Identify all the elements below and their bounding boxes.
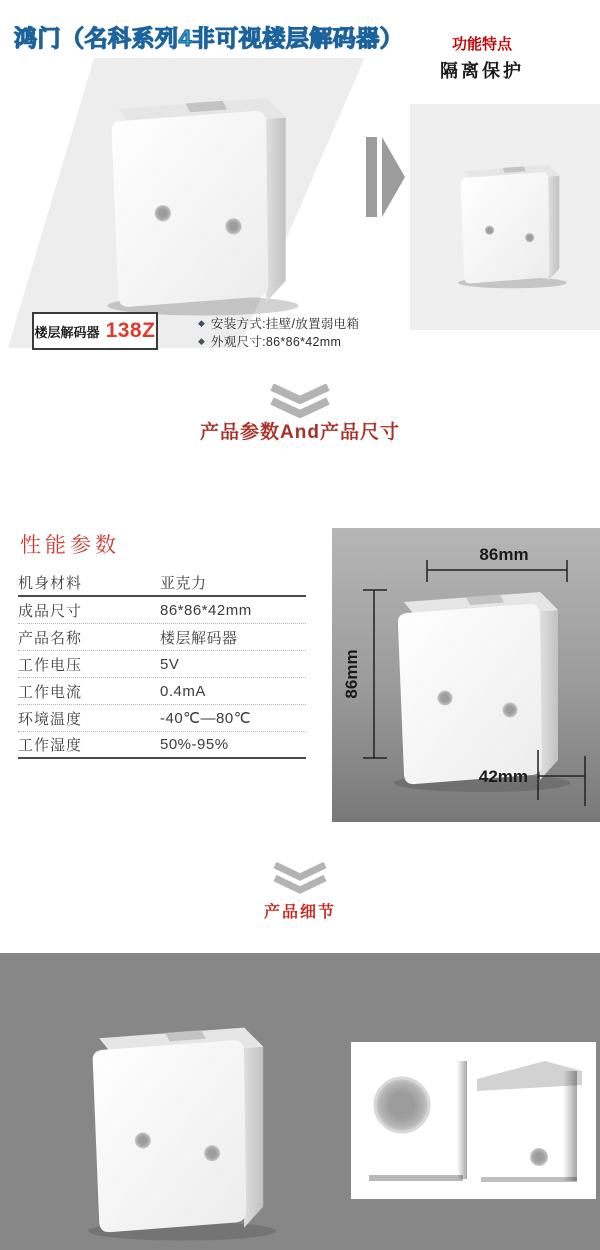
section-heading-params: 产品参数And产品尺寸 (200, 422, 400, 443)
spec-label: 成品尺寸 (18, 602, 83, 620)
feature-heading: 功能特点 (452, 36, 513, 53)
table-row (18, 597, 306, 624)
specs-heading: 性能参数 (20, 534, 120, 557)
page-title: 鸿门（名科系列4非可视楼层解码器） (14, 25, 404, 51)
spec-value: 亚克力 (160, 575, 207, 592)
list-item (198, 332, 359, 350)
spec-value: 0.4mA (160, 682, 206, 700)
feature-bullets (198, 314, 359, 350)
spec-value: 50%-95% (160, 736, 229, 753)
double-chevron-down-icon (267, 384, 333, 418)
spec-label: 工作电压 (18, 656, 83, 674)
closeup-corner-image (477, 1055, 582, 1187)
product-image-detail (62, 1002, 277, 1247)
table-row (18, 570, 306, 597)
model-code: 138Z (105, 319, 156, 342)
spec-label: 机身材料 (18, 575, 83, 592)
table-row (18, 678, 306, 705)
arrow-right-icon (382, 137, 405, 217)
dimension-height-label: 86mm (342, 649, 361, 699)
spec-table (18, 570, 306, 759)
product-thumbnail-panel (410, 104, 600, 330)
table-row (18, 732, 306, 759)
section-heading-details: 产品细节 (263, 904, 336, 921)
double-chevron-down-icon (271, 862, 329, 894)
table-row (18, 624, 306, 651)
spec-label: 环境温度 (18, 710, 83, 728)
model-badge (32, 312, 158, 350)
product-image-small (442, 150, 568, 292)
table-row (18, 651, 306, 678)
product-image-main (55, 72, 325, 322)
spec-value: 5V (160, 655, 180, 673)
diamond-bullet-icon: ◆ (198, 335, 205, 346)
closeup-hole-image (365, 1055, 470, 1187)
spec-label: 工作湿度 (18, 737, 83, 754)
dimension-diagram (332, 528, 600, 822)
list-item (198, 314, 359, 332)
dimension-depth-label: 42mm (478, 767, 528, 786)
spec-label: 产品名称 (18, 629, 83, 647)
spec-value: 楼层解码器 (160, 629, 238, 647)
model-label: 楼层解码器 (34, 324, 100, 340)
table-row (18, 705, 306, 732)
bullet-text: 外观尺寸:86*86*42mm (210, 335, 342, 349)
bullet-text: 安装方式:挂壁/放置弱电箱 (210, 317, 360, 331)
spec-value: -40℃—80℃ (160, 710, 252, 727)
arrow-right-icon (366, 137, 377, 217)
feature-item: 隔离保护 (440, 61, 524, 81)
detail-closeup-panel (351, 1042, 596, 1199)
spec-label: 工作电流 (18, 683, 83, 701)
dimension-width-label: 86mm (479, 545, 529, 564)
spec-value: 86*86*42mm (160, 601, 252, 619)
diamond-bullet-icon: ◆ (198, 317, 205, 328)
